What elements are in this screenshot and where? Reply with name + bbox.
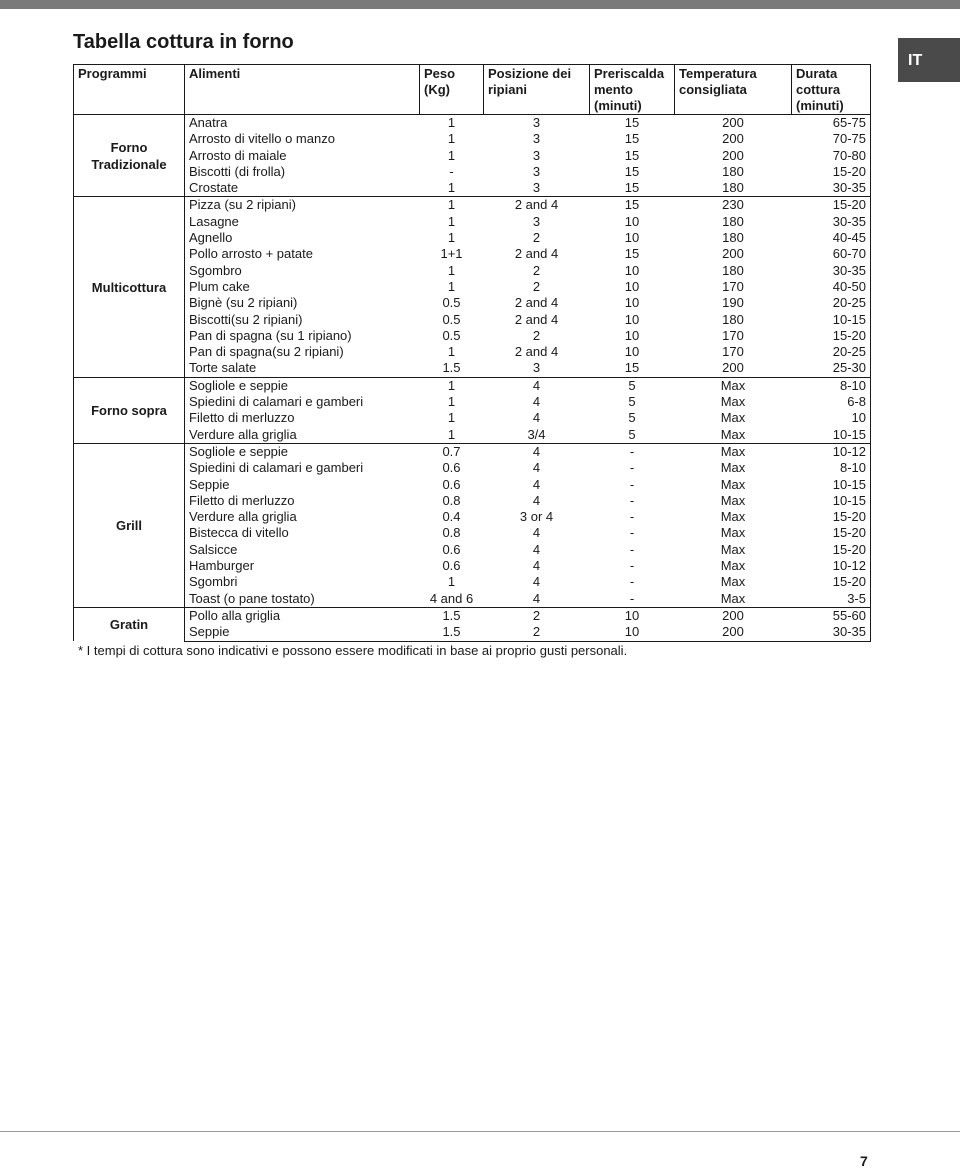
food-cell: Sogliole e seppie: [185, 443, 420, 460]
value-cell: 200: [722, 147, 744, 163]
value-cell: Max: [675, 377, 792, 394]
value-cell: -: [590, 443, 675, 460]
value-cell: 2 and 4: [484, 197, 590, 214]
value-cell: 10-12: [792, 443, 871, 460]
value-cell: Max: [720, 460, 746, 476]
value-cell: 1: [447, 426, 456, 442]
value-cell: 3/4: [527, 426, 546, 442]
value-cell: Max: [720, 525, 746, 541]
value-cell: 2 and 4: [514, 311, 559, 327]
value-cell: 3-5: [792, 591, 871, 608]
table-row: [74, 427, 871, 444]
value-cell: 0.7: [420, 443, 484, 460]
table-row: [74, 377, 871, 394]
value-cell: 190: [722, 295, 744, 311]
program-cell: Multicottura: [74, 197, 185, 377]
value-cell: 70-75: [792, 131, 871, 147]
value-cell: -: [629, 460, 635, 476]
food-cell: Biscotti(su 2 ripiani): [189, 311, 303, 327]
value-cell: 30-35: [792, 214, 871, 230]
value-cell: 10: [624, 327, 640, 343]
value-cell: 1: [447, 394, 456, 410]
value-cell: -: [629, 574, 635, 590]
value-cell: 10-15: [792, 427, 871, 444]
food-cell: Plum cake: [189, 278, 250, 294]
value-cell: 10: [624, 311, 640, 327]
food-cell: Arrosto di maiale: [189, 147, 287, 163]
value-cell: 10: [624, 295, 640, 311]
value-cell: 10-15: [792, 493, 871, 509]
table-row: [74, 607, 871, 624]
value-cell: 2: [532, 230, 541, 246]
header-temperatura: Temperatura consigliata: [675, 65, 792, 115]
table-row: [74, 115, 871, 132]
value-cell: Max: [720, 590, 746, 606]
page-title: Tabella cottura in forno: [73, 31, 294, 53]
header-preriscaldamento: Preriscalda mento (minuti): [590, 65, 675, 115]
header-posizione: Posizione dei ripiani: [484, 65, 590, 115]
value-cell: 0.6: [442, 558, 461, 574]
food-cell: Pollo arrosto + patate: [189, 246, 313, 262]
value-cell: 200: [722, 360, 744, 376]
value-cell: 4 and 6: [429, 590, 474, 606]
value-cell: 4: [484, 443, 590, 460]
value-cell: 15: [590, 197, 675, 214]
value-cell: 0.6: [442, 476, 461, 492]
value-cell: 4: [532, 525, 541, 541]
value-cell: 0.5: [442, 295, 461, 311]
value-cell: 4: [532, 460, 541, 476]
value-cell: 200: [675, 624, 792, 641]
value-cell: 0.5: [442, 327, 461, 343]
value-cell: -: [629, 590, 635, 606]
value-cell: 1: [447, 213, 456, 229]
value-cell: 5: [628, 410, 636, 426]
value-cell: 180: [722, 163, 744, 179]
value-cell: 4: [484, 377, 590, 394]
value-cell: 10: [624, 262, 640, 278]
table-row: [74, 477, 871, 493]
value-cell: 1: [420, 115, 484, 132]
table-row: [74, 509, 871, 525]
value-cell: 8-10: [792, 377, 871, 394]
value-cell: 2: [484, 607, 590, 624]
table-row: [74, 263, 871, 279]
value-cell: 1.5: [420, 624, 484, 641]
value-cell: 1+1: [440, 246, 463, 262]
header-alimenti: Alimenti: [185, 65, 420, 115]
table-row: [74, 148, 871, 164]
value-cell: 170: [722, 278, 744, 294]
food-cell: Bignè (su 2 ripiani): [189, 295, 298, 311]
program-cell: Grill: [74, 443, 185, 607]
header-programmi: Programmi: [74, 65, 185, 115]
value-cell: 200: [722, 131, 744, 147]
table-row: [74, 394, 871, 410]
value-cell: 2: [484, 624, 590, 641]
food-cell: Sgombri: [189, 574, 238, 590]
value-cell: 15-20: [792, 509, 871, 525]
table-row: [74, 360, 871, 377]
table-row: [74, 180, 871, 197]
value-cell: 15-20: [792, 197, 871, 214]
table-row: [74, 230, 871, 246]
table-row: [74, 197, 871, 214]
value-cell: -: [629, 525, 635, 541]
value-cell: 0.5: [442, 311, 461, 327]
food-cell: Toast (o pane tostato): [189, 590, 315, 606]
value-cell: Max: [720, 541, 746, 557]
value-cell: 200: [675, 607, 792, 624]
value-cell: 10-15: [792, 312, 871, 328]
value-cell: 5: [628, 426, 636, 442]
food-cell: Filetto di merluzzo: [189, 492, 295, 508]
language-tab: IT: [898, 38, 960, 82]
food-cell: Sgombro: [189, 262, 242, 278]
value-cell: 2 and 4: [514, 344, 559, 360]
food-cell: Salsicce: [189, 541, 238, 557]
table-row: [74, 328, 871, 344]
food-cell: Pizza (su 2 ripiani): [185, 197, 420, 214]
value-cell: 5: [628, 394, 636, 410]
value-cell: 30-35: [792, 180, 871, 197]
value-cell: 3: [532, 213, 541, 229]
value-cell: 10-12: [792, 558, 871, 574]
value-cell: Max: [720, 476, 746, 492]
value-cell: 170: [722, 327, 744, 343]
value-cell: 1.5: [442, 360, 461, 376]
table-row: [74, 246, 871, 262]
value-cell: 2: [532, 327, 541, 343]
table-row: [74, 410, 871, 426]
value-cell: 0.6: [442, 541, 461, 557]
value-cell: 2: [532, 262, 541, 278]
table-row: [74, 460, 871, 476]
value-cell: Max: [720, 492, 746, 508]
table-header-row: [74, 65, 871, 115]
value-cell: 4: [532, 574, 541, 590]
value-cell: 3: [532, 180, 541, 196]
table-row: [74, 443, 871, 460]
value-cell: 10: [624, 344, 640, 360]
value-cell: 1: [420, 197, 484, 214]
value-cell: 2: [532, 278, 541, 294]
table-row: [74, 525, 871, 541]
value-cell: 4: [532, 492, 541, 508]
value-cell: 180: [722, 213, 744, 229]
value-cell: 8-10: [792, 460, 871, 476]
food-cell: Pan di spagna(su 2 ripiani): [189, 344, 344, 360]
value-cell: 15-20: [792, 164, 871, 180]
value-cell: 180: [722, 180, 744, 196]
value-cell: 55-60: [792, 607, 871, 624]
food-cell: Hamburger: [189, 558, 255, 574]
value-cell: 180: [722, 262, 744, 278]
header-durata: Durata cottura (minuti): [792, 65, 871, 115]
value-cell: 230: [675, 197, 792, 214]
value-cell: 0.8: [442, 525, 461, 541]
value-cell: 10: [624, 230, 640, 246]
value-cell: 10: [590, 624, 675, 641]
value-cell: 0.8: [442, 492, 461, 508]
value-cell: 60-70: [792, 246, 871, 262]
value-cell: 4: [532, 590, 541, 606]
value-cell: 25-30: [792, 360, 871, 377]
value-cell: 0.4: [442, 509, 461, 525]
value-cell: Max: [720, 410, 746, 426]
food-cell: Anatra: [185, 115, 420, 132]
value-cell: 180: [722, 230, 744, 246]
table-row: [74, 542, 871, 558]
value-cell: 1: [447, 278, 456, 294]
table-row: [74, 591, 871, 608]
value-cell: Max: [720, 394, 746, 410]
value-cell: 6-8: [792, 394, 871, 410]
value-cell: 15: [624, 246, 640, 262]
value-cell: 1: [447, 131, 456, 147]
footnote: * I tempi di cottura sono indicativi e possono essere modificati in base ai proprio gusti personali.: [78, 643, 628, 658]
value-cell: -: [629, 541, 635, 557]
value-cell: 4: [532, 541, 541, 557]
value-cell: 3: [532, 163, 541, 179]
table-row: [74, 344, 871, 360]
value-cell: 40-45: [792, 230, 871, 246]
value-cell: -: [629, 492, 635, 508]
value-cell: -: [629, 558, 635, 574]
food-cell: Verdure alla griglia: [189, 509, 297, 525]
value-cell: 15: [624, 163, 640, 179]
table-row: [74, 279, 871, 295]
value-cell: 15: [624, 360, 640, 376]
food-cell: Arrosto di vitello o manzo: [189, 131, 335, 147]
page-number: 7: [860, 1153, 868, 1169]
program-cell: Forno sopra: [74, 377, 185, 443]
value-cell: Max: [720, 509, 746, 525]
value-cell: 65-75: [792, 115, 871, 132]
value-cell: 15-20: [792, 525, 871, 541]
program-cell: Forno Tradizionale: [74, 115, 185, 197]
value-cell: Max: [720, 574, 746, 590]
value-cell: 15: [624, 131, 640, 147]
food-cell: Spiedini di calamari e gamberi: [189, 460, 364, 476]
value-cell: 2 and 4: [514, 246, 559, 262]
food-cell: Bistecca di vitello: [189, 525, 289, 541]
table-row: [74, 558, 871, 574]
food-cell: Sogliole e seppie: [185, 377, 420, 394]
table-row: [74, 295, 871, 311]
table-row: [74, 493, 871, 509]
value-cell: 3 or 4: [519, 509, 554, 525]
table-row: [74, 131, 871, 147]
value-cell: 30-35: [792, 263, 871, 279]
food-cell: Lasagne: [189, 213, 239, 229]
table-row: [74, 164, 871, 180]
value-cell: Max: [720, 426, 746, 442]
table-row: [74, 624, 871, 641]
value-cell: 30-35: [792, 624, 871, 641]
value-cell: Max: [720, 558, 746, 574]
value-cell: 3: [532, 360, 541, 376]
value-cell: 15: [624, 147, 640, 163]
value-cell: -: [629, 476, 635, 492]
food-cell: Spiedini di calamari e gamberi: [189, 394, 364, 410]
value-cell: 10: [624, 278, 640, 294]
value-cell: 1: [447, 410, 456, 426]
value-cell: 3: [532, 131, 541, 147]
food-cell: Biscotti (di frolla): [189, 163, 286, 179]
table-row: [74, 312, 871, 328]
header-peso: Peso (Kg): [420, 65, 484, 115]
food-cell: Seppie: [189, 476, 230, 492]
food-cell: Verdure alla griglia: [189, 426, 297, 442]
food-cell: Filetto di merluzzo: [189, 410, 295, 426]
value-cell: 1: [447, 180, 456, 196]
value-cell: -: [449, 163, 454, 179]
value-cell: 200: [675, 115, 792, 132]
value-cell: -: [629, 509, 635, 525]
food-cell: Pollo alla griglia: [185, 607, 420, 624]
value-cell: 1: [447, 262, 456, 278]
value-cell: 1: [447, 344, 456, 360]
value-cell: 4: [532, 558, 541, 574]
value-cell: 5: [590, 377, 675, 394]
value-cell: 70-80: [792, 148, 871, 164]
value-cell: 10: [590, 607, 675, 624]
value-cell: 1: [447, 147, 456, 163]
value-cell: 4: [532, 410, 541, 426]
value-cell: 15: [590, 115, 675, 132]
top-bar: [0, 0, 960, 9]
value-cell: 1: [447, 574, 456, 590]
value-cell: 20-25: [792, 344, 871, 360]
value-cell: 4: [532, 476, 541, 492]
value-cell: 40-50: [792, 279, 871, 295]
table-row: [74, 214, 871, 230]
value-cell: 3: [532, 147, 541, 163]
value-cell: 20-25: [792, 295, 871, 311]
table-row: [74, 574, 871, 590]
value-cell: 10-15: [792, 477, 871, 493]
food-cell: Agnello: [189, 230, 233, 246]
food-cell: Seppie: [185, 624, 420, 641]
value-cell: 3: [484, 115, 590, 132]
program-cell: Gratin: [74, 607, 185, 641]
value-cell: 170: [722, 344, 744, 360]
value-cell: 10: [624, 213, 640, 229]
value-cell: 15: [624, 180, 640, 196]
value-cell: 1.5: [420, 607, 484, 624]
value-cell: 15-20: [792, 542, 871, 558]
cooking-table: [73, 64, 871, 642]
value-cell: 2 and 4: [514, 295, 559, 311]
food-cell: Crostate: [189, 180, 239, 196]
food-cell: Pan di spagna (su 1 ripiano): [189, 327, 352, 343]
value-cell: 1: [420, 377, 484, 394]
table-body: [74, 115, 871, 642]
value-cell: 15-20: [792, 574, 871, 590]
value-cell: 180: [722, 311, 744, 327]
value-cell: 15-20: [792, 328, 871, 344]
bottom-rule: [0, 1131, 960, 1132]
value-cell: Max: [675, 443, 792, 460]
value-cell: 4: [532, 394, 541, 410]
value-cell: 0.6: [442, 460, 461, 476]
food-cell: Torte salate: [189, 360, 257, 376]
value-cell: 200: [722, 246, 744, 262]
value-cell: 10: [792, 410, 871, 426]
value-cell: 1: [447, 230, 456, 246]
